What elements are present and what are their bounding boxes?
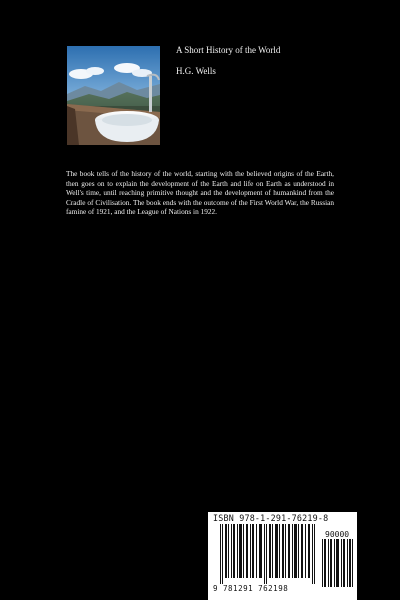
cover-thumbnail-image <box>67 46 160 145</box>
price-code: 90000 <box>325 530 350 539</box>
book-author: H.G. Wells <box>176 66 216 76</box>
isbn-label: ISBN 978-1-291-76219-8 <box>213 513 329 523</box>
barcode-addon-bars-icon <box>322 539 353 587</box>
barcode-digits: 9 781291 762198 <box>213 584 289 593</box>
landscape-photo-icon <box>67 46 160 145</box>
book-description: The book tells of the history of the world, starting with the believed origins of the Earth, then goes on to explain the development of the Earth and life on Earth as understood in Well's time, until reaching primitive thought and the development of humankind from the Cradle of Civilisation. The book ends with the outcome of the First World War, the Russian famine of 1921, and the League of Nations in 1922. <box>66 169 334 217</box>
isbn-barcode <box>208 512 357 600</box>
book-title: A Short History of the World <box>176 45 281 55</box>
barcode-bars-icon <box>220 524 316 584</box>
